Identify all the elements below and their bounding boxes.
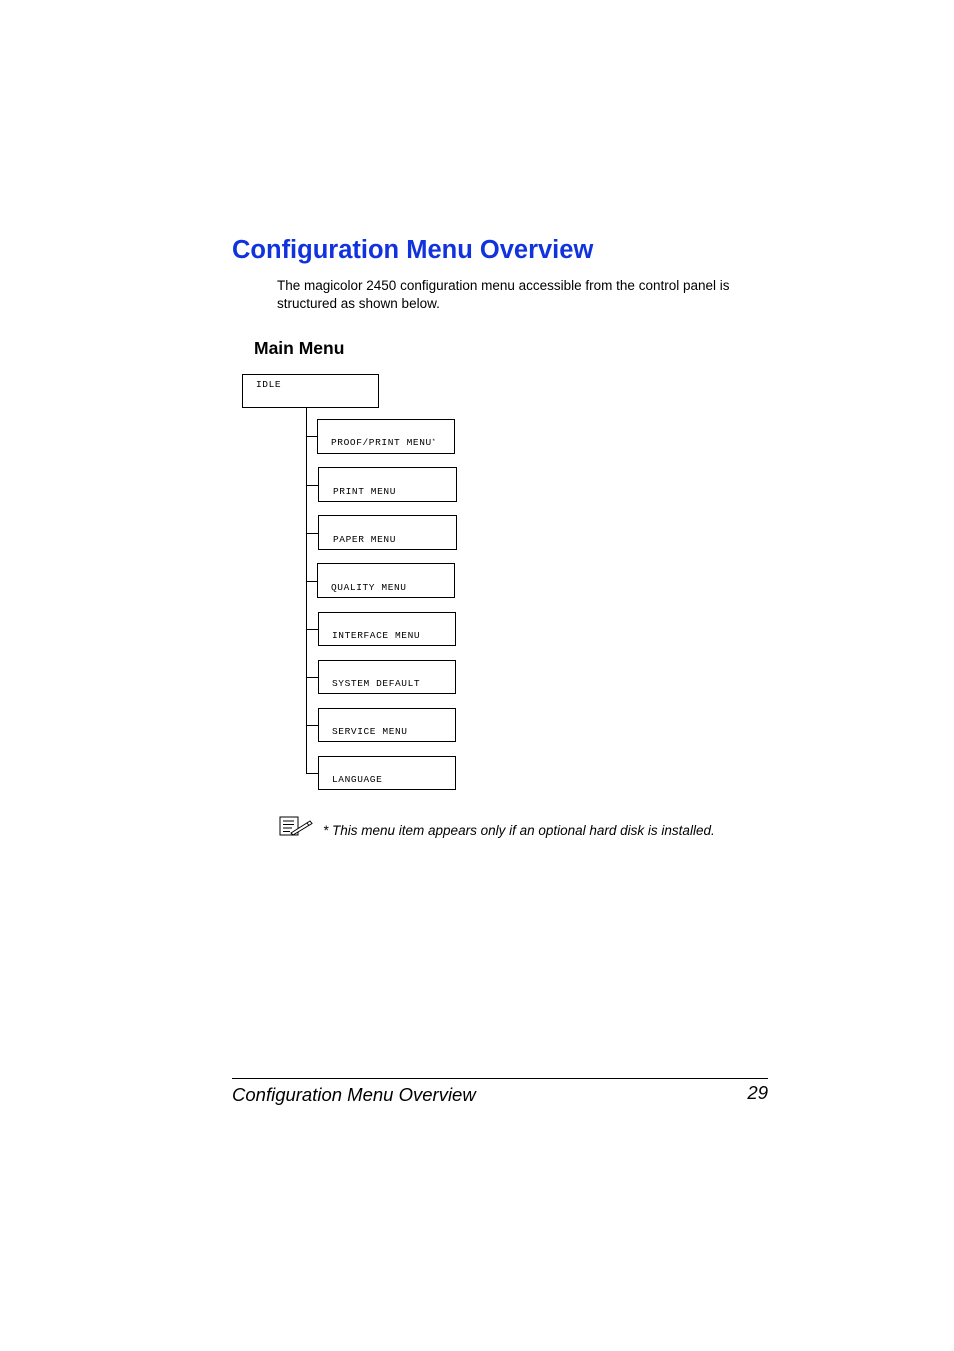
menu-box-language [318, 756, 456, 790]
menu-box-label: PAPER MENU [333, 534, 397, 545]
menu-box-label: IDLE [256, 379, 282, 390]
menu-box-paper-menu [318, 515, 457, 550]
menu-box-label: INTERFACE MENU [332, 630, 421, 641]
menu-box-label: SERVICE MENU [332, 726, 408, 737]
tree-trunk-line [306, 408, 307, 774]
footer-divider [232, 1078, 768, 1079]
menu-box-label: SYSTEM DEFAULT [332, 678, 421, 689]
note-pencil-icon [279, 816, 313, 836]
menu-box-label: PROOF/PRINT MENU* [331, 437, 436, 448]
menu-box-label: QUALITY MENU [331, 582, 407, 593]
menu-box-system-default [318, 660, 456, 694]
menu-box-idle [242, 374, 379, 408]
footer-title: Configuration Menu Overview [232, 1084, 476, 1105]
menu-box-label: LANGUAGE [332, 774, 383, 785]
menu-box-label: PRINT MENU [333, 486, 397, 497]
page-title: Configuration Menu Overview [232, 236, 594, 264]
menu-box-quality-menu [317, 563, 455, 598]
footnote-marker: * [431, 438, 436, 445]
menu-box-proof-print-menu [317, 419, 455, 454]
intro-paragraph: The magicolor 2450 configuration menu accessible from the control panel is structured as shown below. [277, 278, 730, 311]
page-number: 29 [747, 1082, 768, 1103]
menu-box-service-menu [318, 708, 456, 742]
section-title-main-menu: Main Menu [254, 338, 345, 358]
menu-box-interface-menu [318, 612, 456, 646]
menu-box-print-menu [318, 467, 457, 502]
note-text: * This menu item appears only if an optional hard disk is installed. [323, 823, 715, 838]
